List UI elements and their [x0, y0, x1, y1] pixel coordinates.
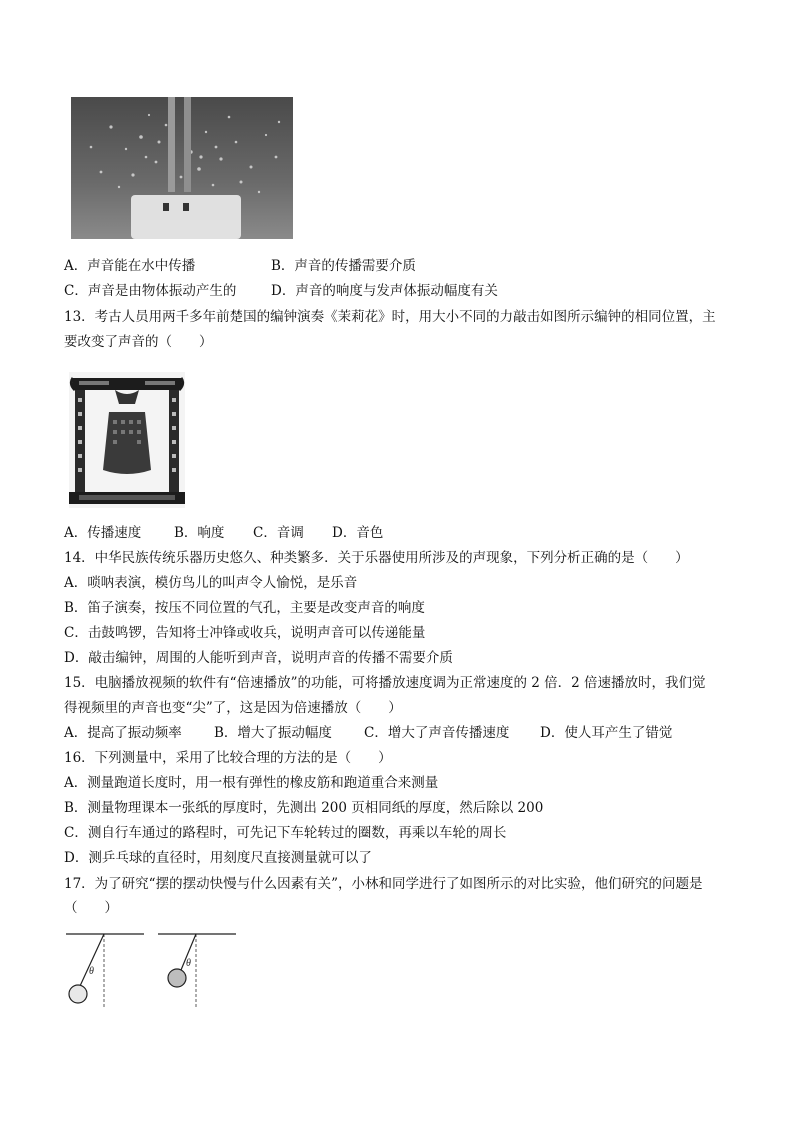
q13-option-c: C．音调 — [253, 525, 304, 541]
q15-stem-line2: 得视频里的声音也变“尖”了，这是因为倍速播放（ ） — [64, 700, 402, 716]
q16-option-b: B．测量物理课本一张纸的厚度时，先测出 200 页相同纸的厚度，然后除以 200 — [64, 800, 544, 816]
left-theta-label: θ — [89, 966, 94, 977]
right-pendulum-bob — [168, 969, 186, 987]
q13-option-b: B．响度 — [174, 525, 225, 541]
q12-option-c: C．声音是由物体振动产生的 — [64, 283, 237, 299]
q12-option-d: D．声音的响度与发声体振动幅度有关 — [271, 283, 498, 299]
q17-stem-line1: 17．为了研究“摆的摆动快慢与什么因素有关”，小林和同学进行了如图所示的对比实验，他们研究的问题是 — [64, 876, 703, 892]
q16-stem: 16．下列测量中，采用了比较合理的方法的是（ ） — [64, 750, 392, 766]
q15-stem-line1: 15．电脑播放视频的软件有“倍速播放”的功能，可将播放速度调为正常速度的 2 倍．2 倍速播放时，我们觉 — [64, 675, 706, 691]
q15-option-a: A．提高了振动频率 — [64, 725, 182, 741]
left-pendulum-string — [80, 934, 104, 986]
q15-option-d: D．使人耳产生了错觉 — [540, 725, 673, 741]
bianzhong-bell-icon — [69, 372, 185, 508]
q14-stem: 14．中华民族传统乐器历史悠久、种类繁多．关于乐器使用所涉及的声现象，下列分析正确的是（ ） — [64, 550, 689, 566]
q13-option-d: D．音色 — [332, 525, 384, 541]
q13-option-a: A．传播速度 — [64, 525, 142, 541]
q15-option-c: C．增大了声音传播速度 — [364, 725, 510, 741]
q14-option-c: C．击鼓鸣锣，告知将士冲锋或收兵，说明声音可以传递能量 — [64, 625, 426, 641]
q14-option-d: D．敲击编钟，周围的人能听到声音，说明声音的传播不需要介质 — [64, 650, 453, 666]
q14-option-b: B．笛子演奏，按压不同位置的气孔，主要是改变声音的响度 — [64, 600, 425, 616]
q15-option-b: B．增大了振动幅度 — [214, 725, 332, 741]
q13-stem-line1: 13．考古人员用两千多年前楚国的编钟演奏《茉莉花》时，用大小不同的力敲击如图所示编钟的相同位置，主 — [64, 309, 716, 325]
pendulum-figure — [64, 928, 240, 1014]
tuning-fork-in-water-icon — [71, 97, 293, 239]
q14-option-a: A．唢呐表演，模仿鸟儿的叫声令人愉悦，是乐音 — [64, 575, 358, 591]
q16-option-c: C．测自行车通过的路程时，可先记下车轮转过的圈数，再乘以车轮的周长 — [64, 825, 507, 841]
right-theta-label: θ — [186, 958, 191, 969]
q13-stem-line2: 要改变了声音的（ ） — [64, 334, 213, 350]
pendulum-comparison-icon — [64, 928, 240, 1014]
q12-option-b: B．声音的传播需要介质 — [271, 258, 416, 274]
q16-option-d: D．测乒乓球的直径时，用刻度尺直接测量就可以了 — [64, 850, 372, 866]
left-pendulum-bob — [69, 985, 87, 1003]
q17-stem-line2: （ ） — [64, 900, 118, 916]
tuning-fork-water-photo — [71, 97, 293, 239]
q16-option-a: A．测量跑道长度时，用一根有弹性的橡皮筋和跑道重合来测量 — [64, 775, 439, 791]
q12-option-a: A．声音能在水中传播 — [64, 258, 196, 274]
bianzhong-figure — [69, 372, 185, 508]
